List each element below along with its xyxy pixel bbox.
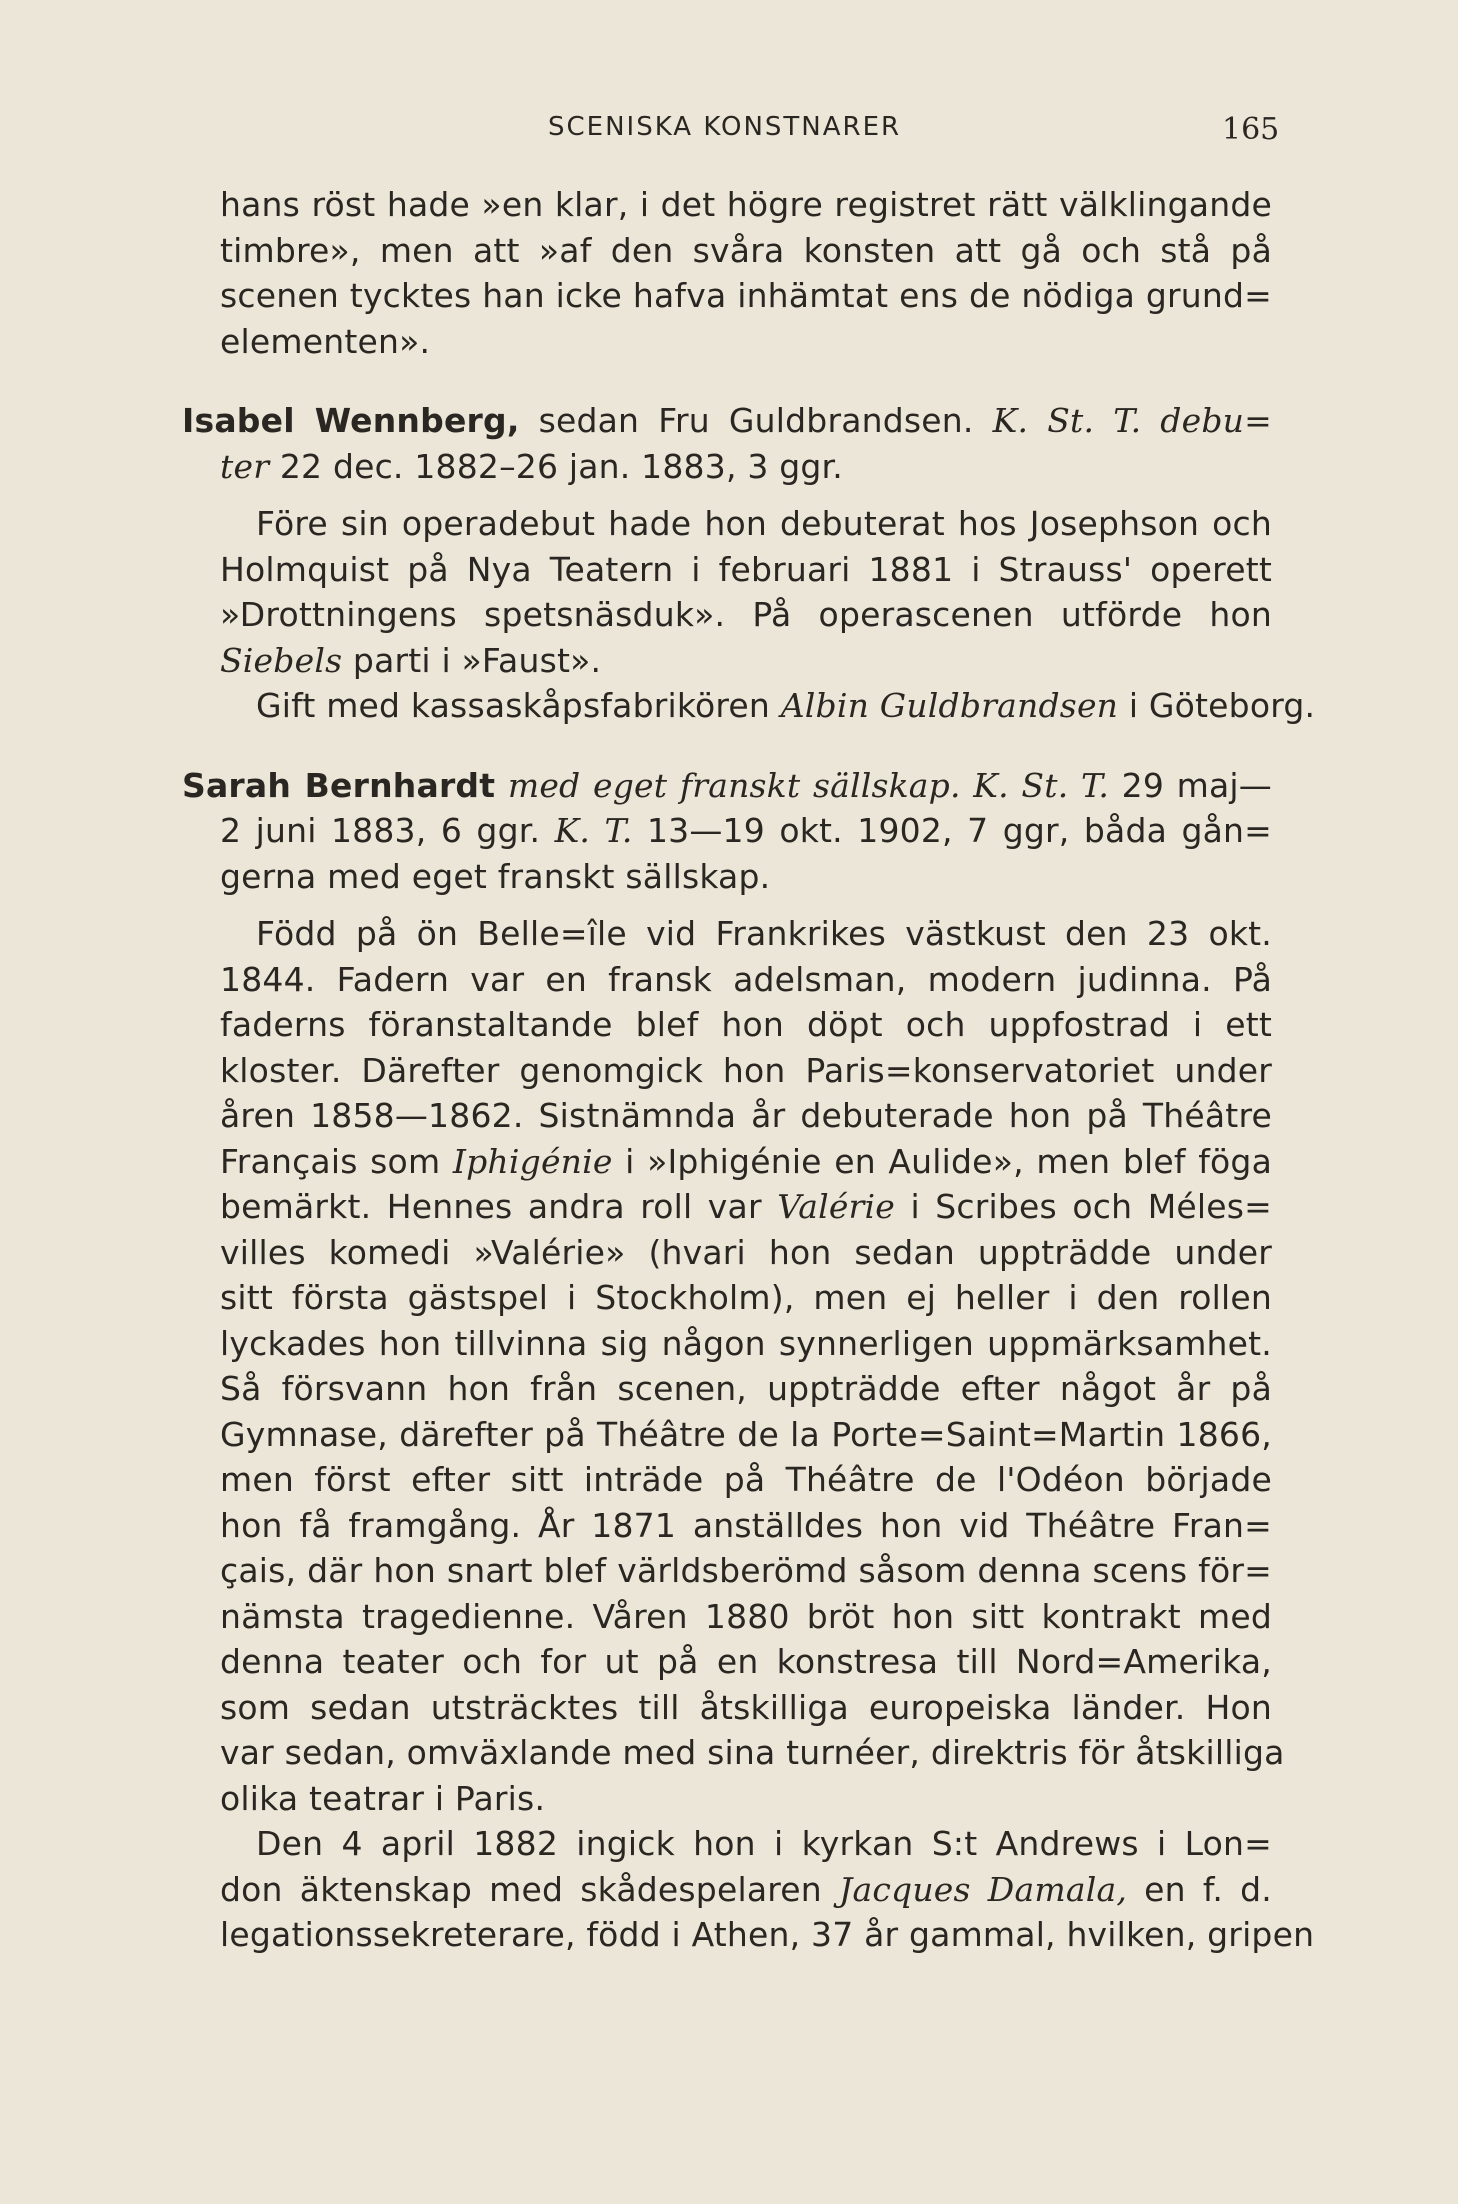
page-number: 165 [1222,112,1280,147]
entry-isabel-wennberg [182,398,1316,729]
text-run: bemärkt. Hennes andra roll var [220,1187,778,1226]
text-line: hon få framgång. År 1871 anställdes hon vid Théâtre Fran= [220,1505,1272,1545]
entry-heading [182,398,1272,444]
text-line [220,683,1316,729]
text-line: var sedan, omväxlande med sina turnéer, direktris för åtskilliga [220,1733,1285,1772]
text-line: timbre», men att »af den svåra konsten att gå och stå på [220,230,1272,270]
entry-heading-cont [220,444,1272,490]
italic-text: Valérie [777,1187,896,1226]
entry-theatre: K. St. T. debu= [992,401,1272,440]
text-line: Gymnase, därefter på Théâtre de la Porte=Saint=Martin 1866, [220,1414,1272,1454]
text-line: legationssekreterare, född i Athen, 37 år gammal, hvilken, gripen [220,1915,1315,1954]
italic-text: ter [220,446,270,486]
text-line: olika teatrar i Paris. [220,1778,546,1818]
text-run: parti i »Faust». [342,640,602,680]
text-line: scenen tycktes han icke hafva inhämtat ens de nödiga grund= [220,276,1272,315]
text-line: åren 1858—1862. Sistnämnda år debuterade hon på Théâtre [220,1096,1272,1135]
italic-text: Jacques Damala, [839,1869,1128,1909]
page-header [0,112,1458,152]
text-line: hans röst hade »en klar, i det högre registret rätt välklingande [220,185,1272,224]
text-line: sitt första gästspel i Stockholm), men ej heller i den rollen [220,1278,1272,1317]
entry-subtitle: med eget franskt sällskap. K. St. T. [507,765,1110,805]
text-run: Gift med kassaskåpsfabrikören [256,686,781,725]
text-line [220,1139,1272,1185]
entry-heading-cont: gerna med eget franskt sällskap. [220,856,771,896]
text-run: i »Iphigénie en Aulide», men blef föga [612,1141,1273,1181]
entry-dates: 29 maj— [1109,765,1273,805]
text-line: Före sin operadebut hade hon debuterat hos Josephson och [256,504,1272,543]
text-line: Holmquist på Nya Teatern i februari 1881 i Strauss' operett [220,549,1272,589]
italic-text: Siebels [220,640,343,680]
text-line: Så försvann hon från scenen, uppträdde efter något år på [220,1369,1272,1408]
running-head: SCENISKA KONSTNARER [548,112,902,142]
text-line: Född på ön Belle=île vid Frankrikes västkust den 23 okt. [256,914,1272,953]
text-line: nämsta tragedienne. Våren 1880 bröt hon sitt kontrakt med [220,1596,1272,1636]
italic-text: K. T. [554,811,633,850]
text-line [220,1184,1272,1230]
entry-name: Sarah Bernhardt [182,765,496,805]
text-run: 2 juni 1883, 6 ggr. [220,811,555,850]
text-line: denna teater och for ut på en konstresa till Nord=Amerika, [220,1642,1272,1681]
text-line [220,1867,1272,1913]
entry-name: Isabel Wennberg, [182,401,520,440]
entry-dates: 22 dec. 1882–26 jan. 1883, 3 ggr. [269,446,843,486]
text-line: faderns föranstaltande blef hon döpt och uppfostrad i ett [220,1005,1272,1044]
entry-sarah-bernhardt [182,763,1315,1958]
text-run: en f. d. [1127,1869,1272,1909]
text-line: çais, där hon snart blef världsberömd såsom denna scens för= [220,1551,1272,1590]
page-body [182,182,1316,1958]
text-line: som sedan utsträcktes till åtskilliga europeiska länder. Hon [220,1687,1272,1727]
text-line: kloster. Därefter genomgick hon Paris=konservatoriet under [220,1050,1272,1090]
text-line: men först efter sitt inträde på Théâtre de l'Odéon började [220,1460,1272,1499]
text-line: villes komedi »Valérie» (hvari hon sedan uppträdde under [220,1232,1272,1272]
text-line: elementen». [220,321,431,361]
entry-heading-cont [220,808,1272,854]
entry-subtitle: sedan Fru Guldbrandsen. [519,401,993,440]
text-line [220,638,1272,684]
text-run: 13—19 okt. 1902, 7 ggr, båda gån= [632,811,1272,850]
text-run: don äktenskap med skådespelaren [220,1869,840,1909]
text-run: i Göteborg. [1118,686,1316,725]
text-run: Français som [220,1141,453,1181]
italic-text: Albin Guldbrandsen [780,686,1119,725]
entry-heading [182,763,1272,809]
text-line: Den 4 april 1882 ingick hon i kyrkan S:t Andrews i Lon= [256,1824,1272,1863]
text-run: i Scribes och Méles= [895,1187,1272,1226]
text-line: 1844. Fadern var en fransk adelsman, modern judinna. På [220,959,1272,999]
text-line: lyckades hon tillvinna sig någon synnerligen uppmärksamhet. [220,1323,1272,1363]
continued-paragraph [220,182,1272,364]
italic-text: Iphigénie [452,1141,613,1181]
text-line: »Drottningens spetsnäsduk». På operascenen utförde hon [220,595,1272,634]
